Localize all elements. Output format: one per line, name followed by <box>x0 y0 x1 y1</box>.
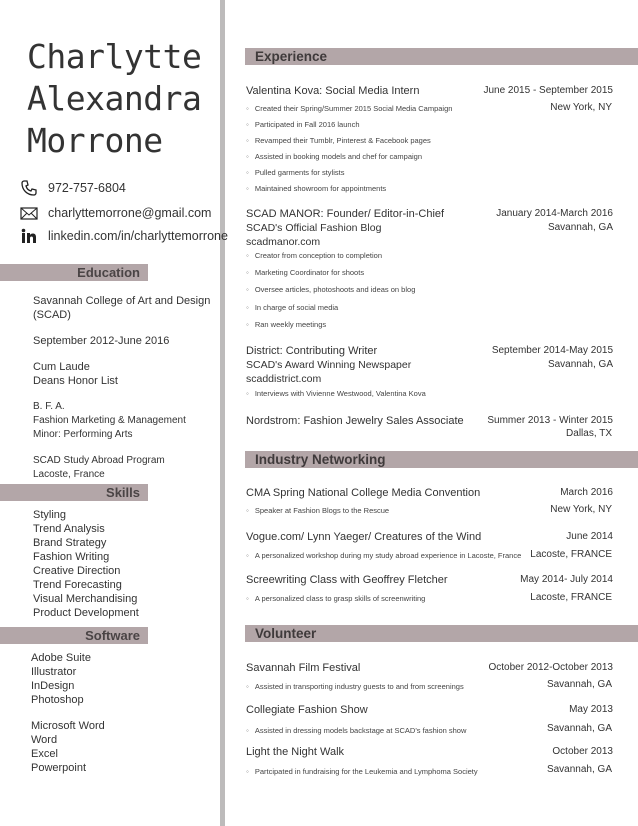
event-date: March 2016 <box>560 487 613 498</box>
job-bullet: ◦ Participated in Fall 2016 launch <box>246 120 360 129</box>
experience-entry <box>246 207 613 249</box>
volunteer-entry <box>246 745 613 759</box>
experience-header: Experience <box>245 48 638 65</box>
job-bullet: ◦ Created their Spring/Summer 2015 Social Media Campaign <box>246 104 452 113</box>
job-bullet: ◦ Assisted in booking models and chef for campaign <box>246 152 422 161</box>
experience-entry <box>246 84 613 98</box>
volunteer-date: October 2013 <box>552 746 613 757</box>
job-bullet: ◦ Revamped their Tumblr, Pinterest & Facebook pages <box>246 136 431 145</box>
event-bullet: ◦ Speaker at Fashion Blogs to the Rescue <box>246 506 389 515</box>
industry-entry <box>246 573 613 587</box>
software-item: Microsoft Word <box>31 720 105 732</box>
volunteer-location: Savannah, GA <box>546 723 612 734</box>
contact-phone <box>20 180 126 196</box>
education-line: Cum Laude <box>33 361 90 373</box>
resume-name <box>27 36 201 162</box>
event-title: Vogue.com/ Lynn Yaeger/ Creatures of the Wind <box>246 531 482 543</box>
skill-item: Brand Strategy <box>33 537 107 549</box>
first-name: Charlytte <box>27 37 202 76</box>
skills-header: Skills <box>0 484 148 501</box>
middle-name: Alexandra <box>27 79 202 118</box>
column-divider <box>220 0 225 826</box>
education-line: SCAD Study Abroad Program <box>33 455 165 466</box>
event-date: May 2014- July 2014 <box>520 574 613 585</box>
education-line: Minor: Performing Arts <box>33 429 133 440</box>
event-location: Lacoste, FRANCE <box>530 549 612 560</box>
education-line: Deans Honor List <box>33 375 118 387</box>
event-title: CMA Spring National College Media Convention <box>246 487 481 499</box>
education-line: Savannah College of Art and Design <box>33 295 211 307</box>
skill-item: Trend Analysis <box>33 523 105 535</box>
job-location: Savannah, GA <box>547 222 613 233</box>
job-bullet: ◦ Ran weekly meetings <box>246 320 326 329</box>
volunteer-title: Savannah Film Festival <box>246 662 361 674</box>
volunteer-bullet: ◦ Partcipated in fundraising for the Leukemia and Lymphoma Society <box>246 767 478 776</box>
education-line: Fashion Marketing & Management <box>33 415 186 426</box>
volunteer-entry <box>246 661 613 675</box>
email-text: charlyttemorrone@gmail.com <box>48 206 212 220</box>
volunteer-bullet: ◦ Assisted in transporting industry guests to and from screenings <box>246 682 464 691</box>
skill-item: Product Development <box>33 607 139 619</box>
phone-icon <box>20 180 38 196</box>
volunteer-date: October 2012-October 2013 <box>488 662 613 673</box>
software-item: InDesign <box>31 680 75 692</box>
event-title: Screewriting Class with Geoffrey Fletcher <box>246 574 448 586</box>
linkedin-icon <box>20 228 38 244</box>
job-bullet: ◦ Maintained showroom for appointments <box>246 184 386 193</box>
industry-entry <box>246 530 613 544</box>
volunteer-location: Savannah, GA <box>546 764 612 775</box>
event-location: New York, NY <box>550 504 612 515</box>
volunteer-title: Light the Night Walk <box>246 746 345 758</box>
job-date: September 2014-May 2015 <box>491 345 613 356</box>
education-list <box>33 294 210 482</box>
volunteer-date: May 2013 <box>569 704 613 715</box>
skill-item: Trend Forecasting <box>33 579 122 591</box>
job-title: SCAD MANOR: Founder/ Editor-in-Chief <box>246 208 445 220</box>
skill-item: Visual Merchandising <box>33 593 138 605</box>
education-header: Education <box>0 264 148 281</box>
job-title: Nordstrom: Fashion Jewelry Sales Associate <box>246 415 464 427</box>
event-bullet: ◦ A personalized workshop during my study abroad experience in Lacoste, France <box>246 551 521 560</box>
industry-header: Industry Networking <box>245 451 638 468</box>
software-item: Word <box>31 734 58 746</box>
job-title: Valentina Kova: Social Media Intern <box>246 85 420 97</box>
contact-email[interactable] <box>20 205 211 221</box>
job-subtitle: SCAD's Award Winning Newspaper <box>246 359 412 371</box>
volunteer-location: Savannah, GA <box>546 679 612 690</box>
skill-item: Styling <box>33 509 67 521</box>
job-bullet: ◦ Creator from conception to completion <box>246 251 382 260</box>
volunteer-entry <box>246 703 613 717</box>
experience-entry <box>246 414 613 428</box>
education-line: B. F. A. <box>33 401 65 412</box>
software-item: Powerpoint <box>31 762 87 774</box>
education-line: (SCAD) <box>33 309 71 321</box>
skill-item: Creative Direction <box>33 565 121 577</box>
job-title: District: Contributing Writer <box>246 345 378 357</box>
linkedin-text: linkedin.com/in/charlyttemorrone <box>48 229 228 243</box>
job-subtitle: SCAD's Official Fashion Blog <box>246 222 382 234</box>
job-location: Dallas, TX <box>566 428 612 439</box>
education-line: September 2012-June 2016 <box>33 335 170 347</box>
last-name: Morrone <box>27 121 163 160</box>
job-date: Summer 2013 - Winter 2015 <box>487 415 613 426</box>
job-location: New York, NY <box>550 102 612 113</box>
volunteer-bullet: ◦ Assisted in dressing models backstage at SCAD's fashion show <box>246 726 466 735</box>
job-bullet: ◦ Oversee articles, photoshoots and ideas on blog <box>246 285 415 294</box>
industry-entry <box>246 486 613 500</box>
phone-text: 972-757-6804 <box>48 181 126 195</box>
volunteer-header: Volunteer <box>245 625 638 642</box>
job-bullet: ◦ Marketing Coordinator for shoots <box>246 268 364 277</box>
volunteer-title: Collegiate Fashion Show <box>246 704 368 716</box>
job-date: June 2015 - September 2015 <box>483 85 613 96</box>
job-bullet: ◦ In charge of social media <box>246 303 338 312</box>
skill-item: Fashion Writing <box>33 551 110 563</box>
job-bullet: ◦ Pulled garments for stylists <box>246 168 344 177</box>
skills-list <box>33 508 139 620</box>
job-date: January 2014-March 2016 <box>496 208 613 219</box>
job-bullet: ◦ Interviews with Vivienne Westwood, Valentina Kova <box>246 389 426 398</box>
education-line: Lacoste, France <box>33 469 105 480</box>
event-date: June 2014 <box>566 531 613 542</box>
software-item: Excel <box>31 748 58 760</box>
software-item: Photoshop <box>31 694 84 706</box>
software-header: Software <box>0 627 148 644</box>
envelope-icon <box>20 205 38 221</box>
software-list <box>31 651 105 775</box>
software-item: Illustrator <box>31 666 77 678</box>
experience-entry <box>246 344 613 386</box>
job-website: scaddistrict.com <box>246 373 322 385</box>
contact-linkedin[interactable] <box>20 228 228 244</box>
job-location: Savannah, GA <box>547 359 613 370</box>
job-website: scadmanor.com <box>246 236 321 248</box>
event-bullet: ◦ A personalized class to grasp skills of screenwriting <box>246 594 425 603</box>
software-item: Adobe Suite <box>31 652 91 664</box>
event-location: Lacoste, FRANCE <box>530 592 612 603</box>
